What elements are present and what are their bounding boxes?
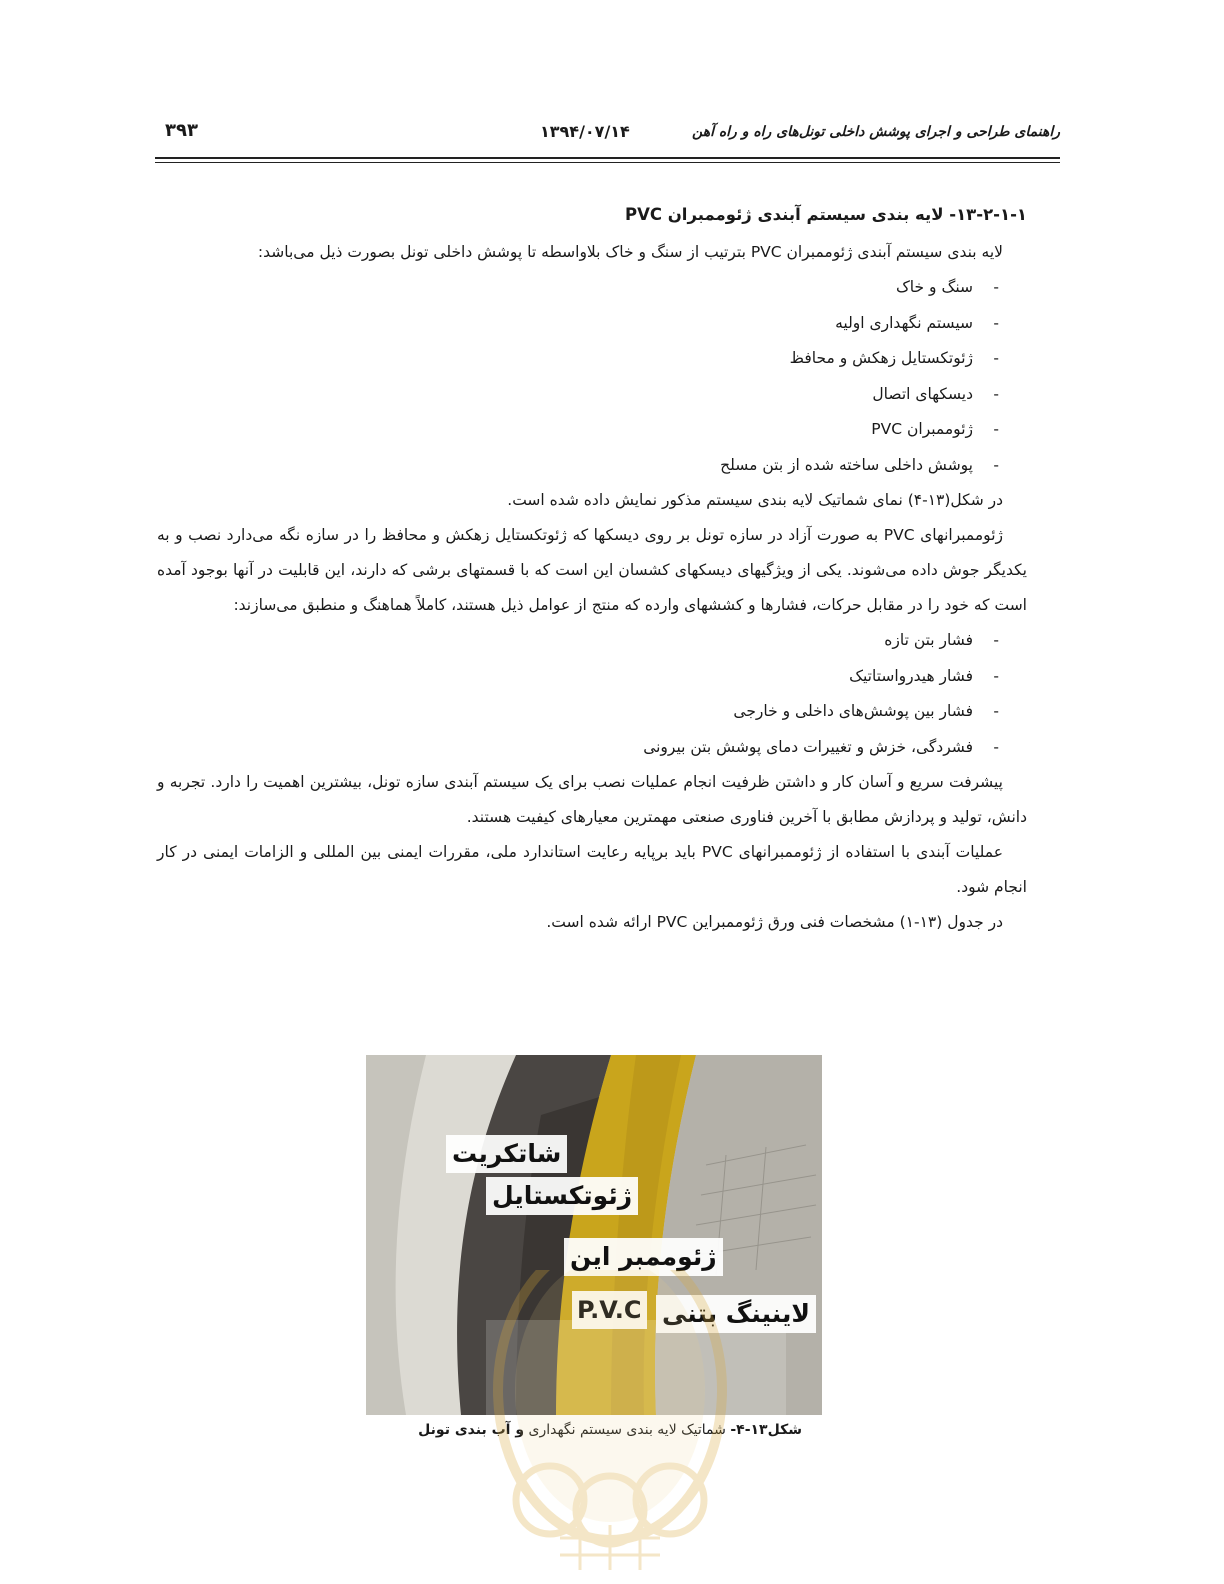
label-pvc: P.V.C (572, 1291, 647, 1329)
paragraph-layering-intro: لایه بندی سیستم آبندی ژئوممبران PVC بترتیب از سنگ و خاک بلاواسطه تا پوشش داخلی تونل بصورت ذیل می‌باشد: (257, 243, 1003, 261)
tunnel-photo-drawing (366, 1055, 822, 1415)
dash-bullet: - (993, 420, 999, 438)
page-header (155, 120, 1060, 150)
label-concrete-lining: لاینینگ بتنی (656, 1295, 816, 1333)
paragraph-installation: ژئوممبرانهای PVC به صورت آزاد در سازه تونل بر روی دیسکها که ژئوتکستایل زهکش و محافظ را در سازه نگه می‌دارد نصب و به یکدیگر جوش داده می‌شوند. یکی از ویژگیهای دیسکهای کشسان این است که با قسمتهای برشی که دارند، این قابلیت در آنها بوجود آمده است که خود را در مقابل حرکات، فشارها و کششهای وارده که منتج از عوامل ذیل هستند، کاملاً هماهنگ و منطبق می‌سازند: (157, 526, 1027, 614)
dash-bullet: - (993, 631, 999, 649)
tunnel-layering-photo (366, 1055, 822, 1415)
paragraph-progress: پیشرفت سریع و آسان کار و داشتن ظرفیت انجام عملیات نصب برای یک سیستم آبندی سازه تونل، بیشترین اهمیت را دارد. تجربه و دانش، تولید و پردازش مطابق با آخرین فناوری صنعتی مهمترین معیارهای کیفیت هستند. (157, 773, 1027, 826)
caption-tail: و آب بندی تونل (418, 1422, 525, 1438)
paragraph-table-reference: در جدول (۱۳-۱) مشخصات فنی ورق ژئوممبراین PVC ارائه شده است. (546, 913, 1003, 931)
paragraph-standards: عملیات آبندی با استفاده از ژئوممبرانهای PVC باید برپایه رعایت استاندارد ملی، مقررات ایمنی بین المللی و الزامات ایمنی در کار انجام شود. (157, 843, 1027, 896)
dash-bullet: - (993, 384, 999, 403)
list-item: - پوشش داخلی ساخته شده از بتن مسلح (157, 448, 999, 484)
list-item: - ژئوممبران PVC (157, 412, 999, 448)
list-item: - فشردگی، خزش و تغییرات دمای پوشش بتن بیرونی (157, 730, 999, 766)
list-item: - فشار بین پوشش‌های داخلی و خارجی (157, 694, 999, 730)
label-geotextile: ژئوتکستایل (486, 1177, 638, 1215)
caption-text: شماتیک لایه بندی سیستم نگهداری (524, 1422, 731, 1438)
layer-list (157, 270, 1027, 483)
dash-bullet: - (993, 349, 999, 367)
dash-bullet: - (993, 455, 999, 474)
label-shotcrete: شاتکریت (446, 1135, 567, 1173)
dash-bullet: - (993, 313, 999, 332)
list-item: - فشار هیدرواستاتیک (157, 659, 999, 695)
section-title: ۱۳-۲-۱-۱- لایه بندی سیستم آبندی ژئوممبران PVC (625, 205, 1027, 224)
pressure-list (157, 623, 1027, 765)
header-rule-thin (155, 162, 1060, 163)
header-book-title: راهنمای طراحی و اجرای پوشش داخلی تونل‌های راه و راه آهن (692, 124, 1060, 140)
dash-bullet: - (993, 666, 999, 685)
paragraph-figure-reference: در شکل(۱۳-۴) نمای شماتیک لایه بندی سیستم مذکور نمایش داده شده است. (507, 491, 1003, 509)
dash-bullet: - (993, 278, 999, 296)
dash-bullet: - (993, 737, 999, 756)
list-item: - سنگ و خاک (157, 270, 999, 306)
header-rule-thick (155, 157, 1060, 159)
list-item: - ژئوتکستایل زهکش و محافظ (157, 341, 999, 377)
figure-caption (366, 1422, 802, 1438)
list-item: - دیسکهای اتصال (157, 377, 999, 413)
page-content (157, 198, 1027, 940)
caption-number: شکل۱۳-۴- (730, 1422, 802, 1438)
page-number: ۳۹۳ (165, 120, 198, 141)
list-item: - فشار بتن تازه (157, 623, 999, 659)
label-geomembrane: ژئوممبر این (564, 1238, 723, 1276)
header-date: ۱۳۹۴/۰۷/۱۴ (540, 122, 630, 141)
dash-bullet: - (993, 702, 999, 720)
list-item: - سیستم نگهداری اولیه (157, 306, 999, 342)
